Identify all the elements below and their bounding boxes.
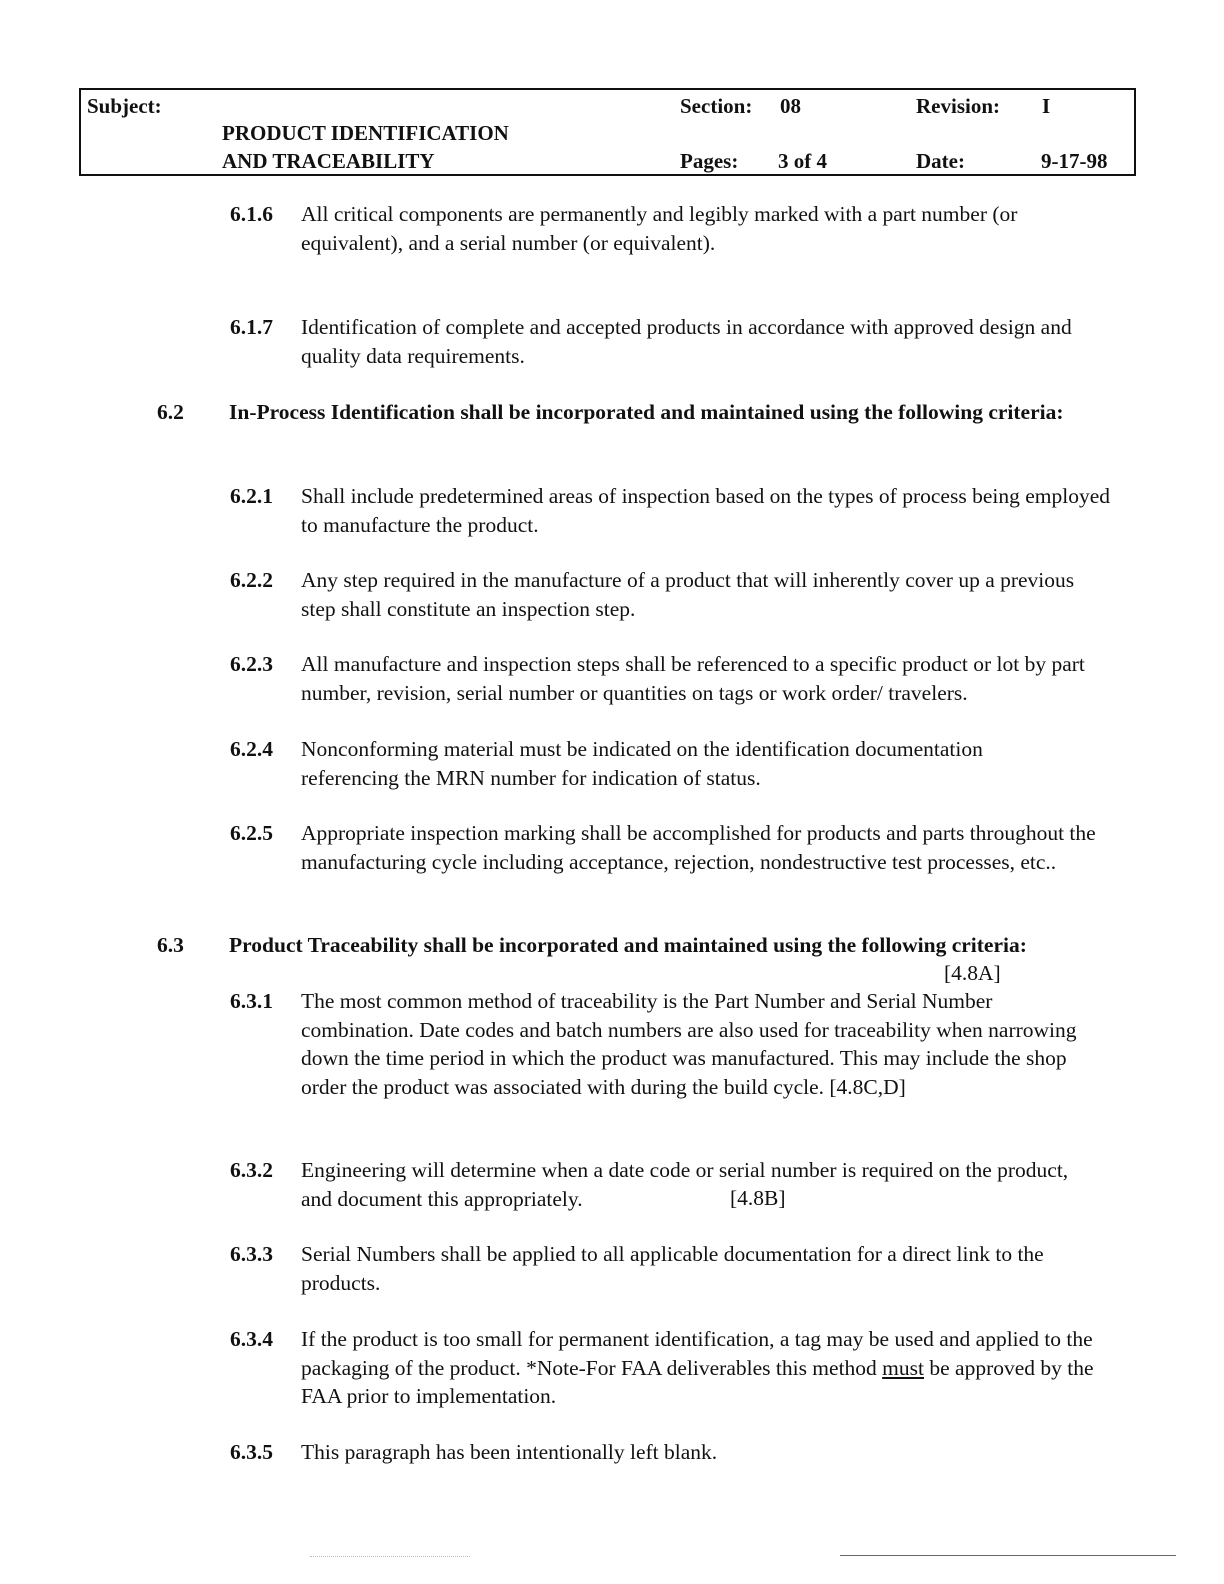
item-text: Serial Numbers shall be applied to all applicable documentation for a direct link to the products. [301,1242,1044,1295]
subject-title-line2: AND TRACEABILITY [222,149,435,173]
item-text: All manufacture and inspection steps shall be referenced to a specific product or lot by part number, revision, serial number or quantities on tags or work order/ travelers. [301,652,1085,705]
section-number: 6.3 [157,933,184,957]
section-reference: [4.8A] [944,961,1001,985]
item-text: Nonconforming material must be indicated on the identification documentation referencing the MRN number for indication of status. [301,737,983,790]
subject-title-line1: PRODUCT IDENTIFICATION [222,121,509,145]
item-number: 6.1.7 [230,315,273,339]
item-text: This paragraph has been intentionally left blank. [301,1440,718,1464]
item-text: Shall include predetermined areas of inspection based on the types of process being employed to manufacture the product. [301,484,1110,537]
item-text-part: If the product is too small for permanent identification, a tag may be used and applied to the packaging of the product. *Note-For FAA deliverables this method [301,1327,1093,1380]
item-number: 6.3.5 [230,1440,273,1464]
section-label: Section: [680,94,753,118]
item-text-part: be approved by the FAA prior to implementation. [301,1355,1094,1408]
item-number: 6.3.4 [230,1327,273,1351]
section-value: 08 [780,94,801,118]
item-text: All critical components are permanently and legibly marked with a part number (or equivalent), and a serial number (or equivalent). [301,202,1018,255]
document-header [79,88,1136,176]
item-number: 6.3.1 [230,989,273,1013]
item-text: The most common method of traceability is the Part Number and Serial Number combination. Date codes and batch numbers are also used for traceability when narrowing down the time period in which the product was manufactured. This may include the shop order the product was associated with during the build cycle. [4.8C,D] [301,989,1077,1099]
footer-rule [840,1555,1176,1556]
item-text: Appropriate inspection marking shall be accomplished for products and parts throughout the manufacturing cycle including acceptance, rejection, nondestructive test processes, etc.. [301,821,1096,874]
date-label: Date: [916,149,965,173]
emphasis-must: must [882,1355,924,1380]
item-number: 6.2.3 [230,652,273,676]
revision-value: I [1042,94,1051,118]
item-number: 6.1.6 [230,202,273,226]
revision-label: Revision: [916,94,1000,118]
item-number: 6.2.5 [230,821,273,845]
item-number: 6.3.2 [230,1158,273,1182]
pages-label: Pages: [680,149,739,173]
item-number: 6.2.4 [230,737,273,761]
section-number: 6.2 [157,400,184,424]
date-value: 9-17-98 [1041,149,1108,173]
item-number: 6.2.2 [230,568,273,592]
item-text: Any step required in the manufacture of a product that will inherently cover up a previous step shall constitute an inspection step. [301,568,1075,621]
scan-artifact [310,1556,470,1557]
section-heading: Product Traceability shall be incorporated and maintained using the following criteria: [229,933,1027,957]
item-text: Engineering will determine when a date code or serial number is required on the product, and document this appropriately. [301,1158,1069,1211]
item-reference: [4.8B] [730,1186,786,1210]
item-text [301,1325,1127,1411]
pages-value: 3 of 4 [778,149,827,173]
item-number: 6.3.3 [230,1242,273,1266]
item-text: Identification of complete and accepted products in accordance with approved design and quality data requirements. [301,315,1072,368]
subject-label: Subject: [87,94,162,118]
section-heading: In-Process Identification shall be incorporated and maintained using the following criteria: [229,400,1064,424]
item-number: 6.2.1 [230,484,273,508]
